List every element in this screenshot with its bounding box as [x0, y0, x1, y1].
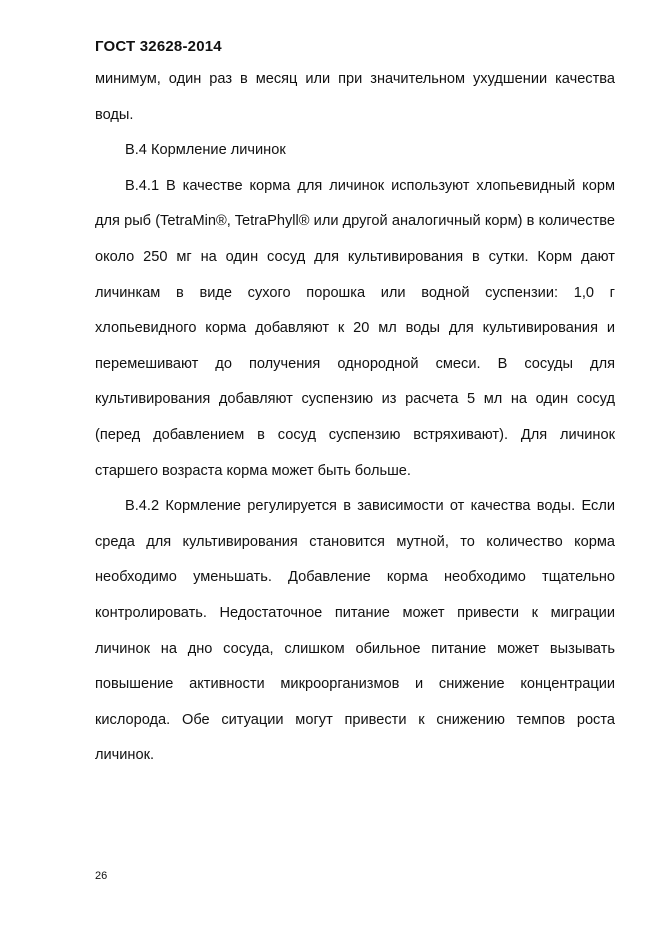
- paragraph-b42: В.4.2 Кормление регулируется в зависимости от качества воды. Если среда для культивирования становится мутной, то количество корма необходимо уменьшать. Добавление корма необходимо тщательно контролировать. Недостаточное питание может привести к миграции личинок на дно сосуда, слишком обильное питание может вызывать повышение активности микроорганизмов и снижение концентрации кислорода. Обе ситуации могут привести к снижению темпов роста личинок.: [95, 498, 615, 764]
- document-body: [95, 62, 615, 774]
- section-heading: В.4 Кормление личинок: [125, 142, 286, 159]
- paragraph-b41: В.4.1 В качестве корма для личинок используют хлопьевидный корм для рыб (TetraMin®, TetraPhyll® или другой аналогичный корм) в количестве около 250 мг на один сосуд для культивирования в сутки. Корм дают личинкам в виде сухого порошка или водной суспензии: 1,0 г хлопьевидного корма добавляют к 20 мл воды для культивирования и перемешивают до получения однородной смеси. В сосуды для культивирования добавляют суспензию из расчета 5 мл на один сосуд (перед добавлением в сосуд суспензию встряхивают). Для личинок старшего возраста корма может быть больше.: [95, 177, 615, 479]
- document-header: ГОСТ 32628-2014: [95, 38, 222, 55]
- paragraph-continuation: минимум, один раз в месяц или при значительном ухудшении качества воды.: [95, 71, 615, 123]
- page-number: 26: [95, 870, 108, 882]
